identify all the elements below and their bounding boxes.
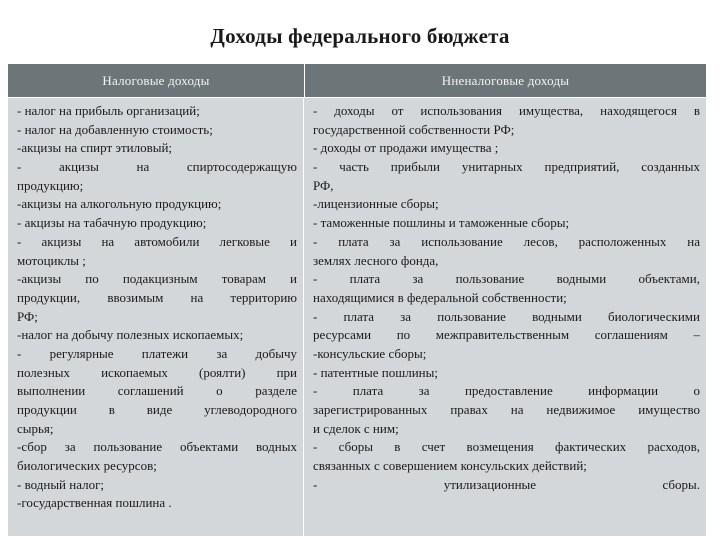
header-tax-revenue: Налоговые доходы <box>8 64 305 98</box>
list-item: - налог на прибыль организаций; <box>17 103 200 118</box>
list-item: - плата за использование лесов, расположенных на <box>313 233 700 249</box>
revenue-table <box>8 64 706 536</box>
list-item: - водный налог; <box>17 476 105 492</box>
list-item: мотоциклы ; <box>17 252 86 268</box>
tax-revenue-list <box>8 98 304 536</box>
list-item: полезных ископаемых (роялти) при <box>17 364 297 380</box>
list-item: - патентные пошлины; <box>313 364 438 380</box>
list-item: -налог на добычу полезных ископаемых; <box>17 327 244 343</box>
list-item: - акцизы на табачную продукцию; <box>17 215 207 231</box>
list-item: - налог на добавленную стоимость; <box>17 121 213 137</box>
list-item: выполнении соглашений о разделе <box>17 383 297 399</box>
list-item: -акцизы на спирт этиловый; <box>17 140 173 156</box>
list-item: находящимися в федеральной собственности; <box>313 289 567 305</box>
header-non-tax-revenue: Нненалоговые доходы <box>305 64 706 98</box>
list-item: РФ; <box>17 308 38 324</box>
list-item: государственной собственности РФ; <box>313 121 515 137</box>
list-item: - регулярные платежи за добычу <box>17 345 297 361</box>
list-item: - доходы от использования имущества, находящегося в <box>313 103 700 118</box>
list-item: и сделок с ним; <box>313 420 399 436</box>
list-item: - акцизы на автомобили легковые и <box>17 233 297 249</box>
list-item: - плата за предоставление информации о <box>313 383 700 399</box>
list-item: -акцизы на алкогольную продукцию; <box>17 196 222 212</box>
list-item: - часть прибыли унитарных предприятий, созданных <box>313 159 700 175</box>
list-item: - сборы в счет возмещения фактических расходов, <box>313 439 700 455</box>
list-item: продукции в виде углеводородного <box>17 402 297 417</box>
list-item: - доходы от продажи имущества ; <box>313 140 499 156</box>
list-item: - плата за пользование водными биологическими <box>313 308 700 324</box>
list-item: продукцию; <box>17 177 84 193</box>
list-item: биологических ресурсов; <box>17 458 157 474</box>
list-item: продукции, ввозимым на территорию <box>17 289 297 305</box>
list-item: - таможенные пошлины и таможенные сборы; <box>313 215 570 231</box>
list-item: - плата за пользование водными объектами, <box>313 271 700 287</box>
list-item: зарегистрированных правах на недвижимое имущество <box>313 402 700 417</box>
list-item: землях лесного фонда, <box>313 252 439 268</box>
list-item: связанных с совершением консульских действий; <box>313 458 587 474</box>
list-item: -акцизы по подакцизным товарам и <box>17 271 297 287</box>
non-tax-revenue-list <box>304 98 706 536</box>
list-item: -сбор за пользование объектами водных <box>17 439 297 455</box>
list-item: РФ, <box>313 177 334 193</box>
list-item: - акцизы на спиртосодержащую <box>17 159 297 175</box>
list-item: -государственная пошлина . <box>17 495 172 511</box>
list-item: - утилизационные сборы. <box>313 476 700 492</box>
list-item: сырья; <box>17 420 54 436</box>
table-header-row <box>8 64 706 98</box>
page-title: Доходы федерального бюджета <box>210 24 510 48</box>
list-item: ресурсами по межправительственным соглашениям – <box>313 327 700 343</box>
list-item: -лицензионные сборы; <box>313 196 439 212</box>
list-item: -консульские сборы; <box>313 345 427 361</box>
table-body-row <box>8 98 706 536</box>
